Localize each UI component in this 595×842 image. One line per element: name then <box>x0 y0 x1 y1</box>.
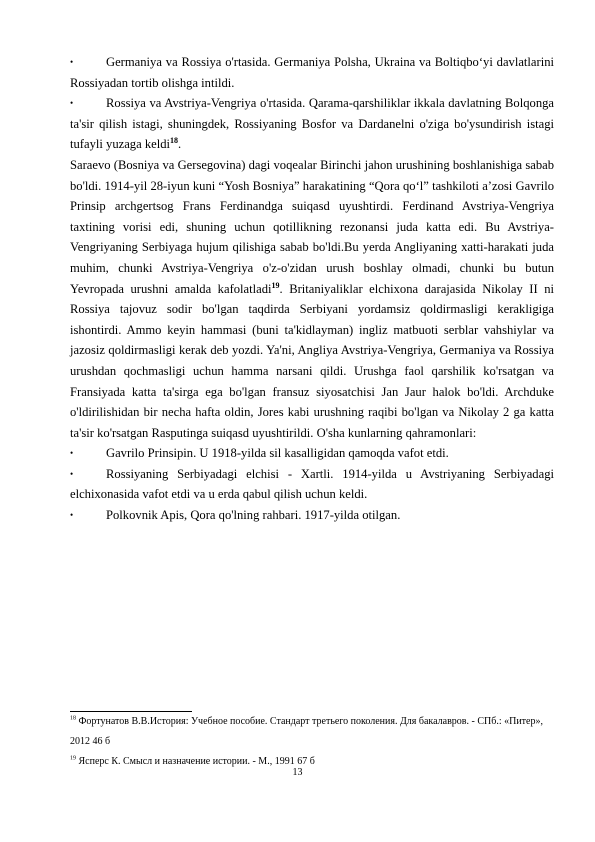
paragraph-text: Saraevo (Bosniya va Gersegovina) dagi voqealar Birinchi jahon urushining boshlanishiga sabab bo'ldi. 1914-yil 28-iyun kuni “Yosh Bosniya” harakatining “Qora qo‘l” tashkiloti a’zosi Gavrilo Prinsip archgertsog Frans Ferdinandga suiqasd uyushtirdi. Ferdinand Avstriya-Vengriya taxtining vorisi edi, shuning uchun qotillikning rezonansi juda katta edi. Bu Avstriya-Vengriyaning Serbiyaga hujum qilishiga sabab bo'ldi.Bu yerda Angliyaning xatti-harakati juda muhim, chunki Avstriya-Vengriya o'z-o'zidan urush boshlay olmadi, chunki bu butun Yevropada urushni amalda kafolatladi <box>70 157 554 296</box>
paragraph-text: . Britaniyaliklar elchixona darajasida Nikolay II ni Rossiya tajovuz sodir bo'lgan taqdirda Serbiyani yordamsiz qoldirmasligi kerakligiga ishontirdi. Ammo keyin hammasi (buni ta'kidlayman) ingliz matbuoti serblar vahshiylar va jazosiz qoldirmasligi kerak deb yozdi. Ya'ni, Angliya Avstriya-Vengriya, Germaniya va Rossiya urushdan qochmasligi uchun hamma narsani qildi. Urushga faol qarshilik ko'rsatgan va Fransiyada katta ta'sirga ega bo'lgan fransuz siyosatchisi Jan Jaur halok bo'ldi. Archduke o'ldirilishidan bir necha hafta oldin, Jores kabi urushning raqibi bo'lgan va Nikolay 2 ga katta ta'sir ko'rsatgan Rasputinga suiqasd uyushtirildi. O'sha kunlarning qahramonlari: <box>70 281 554 440</box>
bullet-item <box>70 443 554 464</box>
footnote-item <box>70 712 554 752</box>
bullet-item <box>70 464 554 505</box>
footnote-number: 19 <box>70 755 76 762</box>
bullet-item <box>70 52 554 93</box>
footnote-text: Фортунатов В.В.История: Учебное пособие. Стандарт третьего поколения. Для бакалавров. - СПб.: «Питер», 2012 46 б <box>70 716 543 747</box>
body-text <box>70 52 554 526</box>
footnotes <box>70 712 554 772</box>
bullet-item <box>70 93 554 155</box>
footnote-text: Ясперс К. Смысл и назначение истории. - М., 1991 67 б <box>78 756 315 767</box>
bullet-text: Polkovnik Apis, Qora qo'lning rahbari. 1917-yilda otilgan. <box>106 508 401 523</box>
footnote-number: 18 <box>70 715 76 722</box>
footnote-ref[interactable]: 18 <box>170 136 179 146</box>
bullet-icon: • <box>70 98 74 109</box>
bullet-icon: • <box>70 448 74 459</box>
bullet-item <box>70 505 554 526</box>
bullet-text: Rossiyaning Serbiyadagi elchisi - Xartli. 1914-yilda u Avstriyaning Serbiyadagi elchixonasida vafot etdi va u erda qabul qilish uchun keldi. <box>70 466 554 502</box>
bullet-text: Germaniya va Rossiya o'rtasida. Germaniya Polsha, Ukraina va Boltiqbo‘yi davlatlarini Rossiyadan tortib olishga intildi. <box>70 55 554 90</box>
footnote-ref[interactable]: 19 <box>271 280 280 290</box>
bullet-icon: • <box>70 468 74 479</box>
body-paragraph <box>70 155 554 443</box>
bullet-text-end: . <box>178 137 182 152</box>
page-number: 13 <box>292 767 303 778</box>
bullet-text: Gavrilo Prinsipin. U 1918-yilda sil kasalligidan qamoqda vafot etdi. <box>106 446 449 461</box>
bullet-icon: • <box>70 510 74 521</box>
bullet-icon: • <box>70 57 74 67</box>
bullet-text: Rossiya va Avstriya-Vengriya o'rtasida. Qarama-qarshiliklar ikkala davlatning Bolqonga ta'sir qilish istagi, shuningdek, Rossiyaning Bosfor va Dardanelni o'ziga bo'ysundirish istagi tufayli yuzaga keldi <box>70 96 554 152</box>
